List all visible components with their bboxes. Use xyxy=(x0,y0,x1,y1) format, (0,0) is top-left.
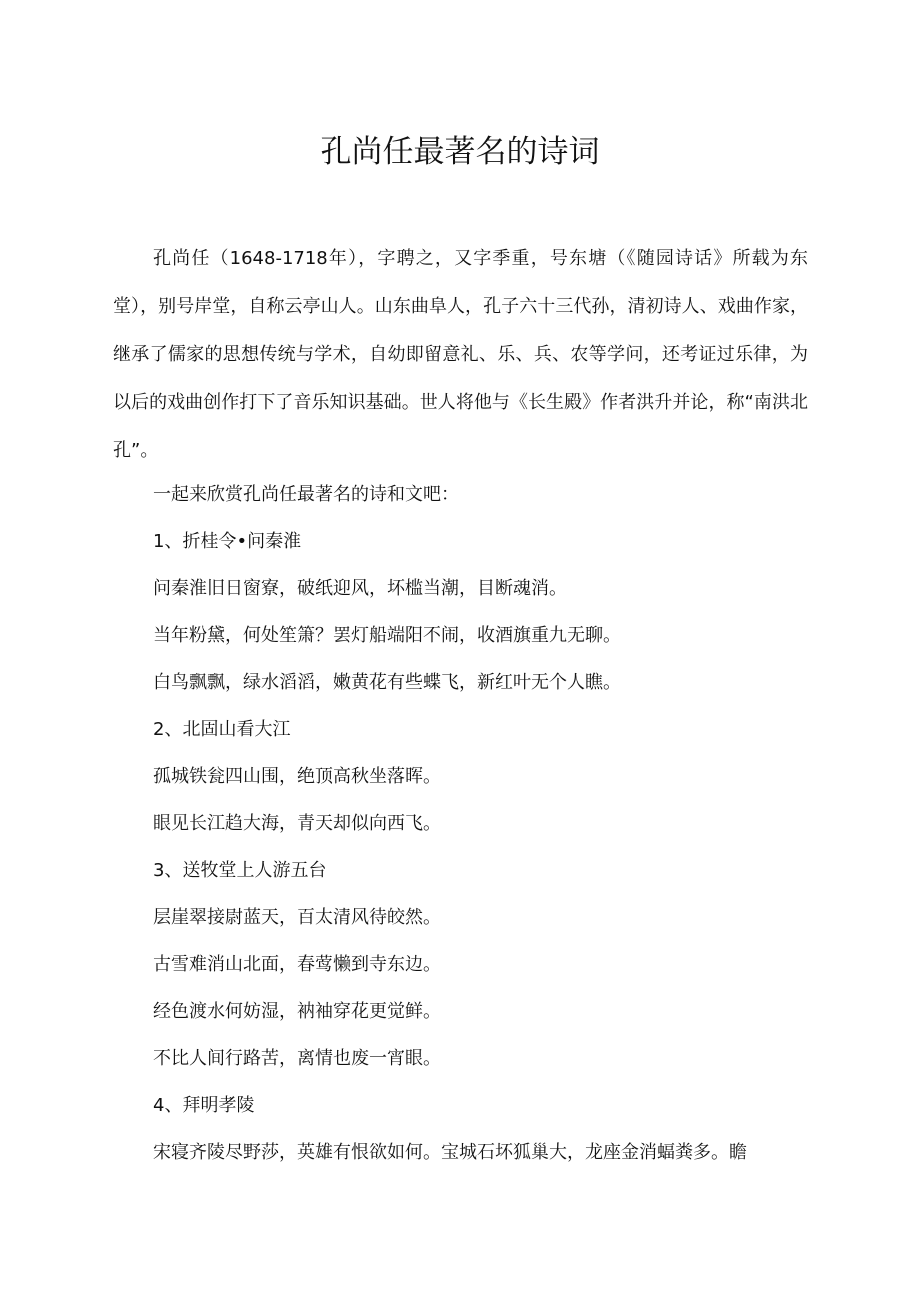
poem-line: 问秦淮旧日窗寮，破纸迎风，坏槛当潮，目断魂消。 xyxy=(153,578,567,599)
poem-line: 当年粉黛，何处笙箫？罢灯船端阳不闹，收酒旗重九无聊。 xyxy=(153,625,621,646)
poem-line: 古雪难消山北面，春莺懒到寺东边。 xyxy=(153,954,441,975)
poem-line: 不比人间行路苦，离情也废一宵眼。 xyxy=(153,1048,441,1069)
poem-heading: 4、拜明孝陵 xyxy=(153,1095,255,1116)
poem-line: 孤城铁瓮四山围，绝顶高秋坐落晖。 xyxy=(153,766,441,787)
document-title: 孔尚任最著名的诗词 xyxy=(320,134,600,170)
intro-paragraph: 孔尚任（1648-1718年），字聘之，又字季重，号东塘（《随园诗话》所载为东堂），别号岸堂，自称云亭山人。山东曲阜人，孔子六十三代孙，清初诗人、戏曲作家，继承了儒家的思想传统与学术，自幼即留意礼、乐、兵、农等学问，还考证过乐律，为以后的戏曲创作打下了音乐知识基础。世人将他与《长生殿》作者洪升并论，称“南洪北孔”。 xyxy=(113,248,808,461)
lead-sentence: 一起来欣赏孔尚任最著名的诗和文吧： xyxy=(153,484,459,505)
poem-heading: 2、北固山看大江 xyxy=(153,719,291,740)
poem-line: 白鸟飘飘，绿水滔滔，嫩黄花有些蝶飞，新红叶无个人瞧。 xyxy=(153,672,621,693)
poem-heading: 3、送牧堂上人游五台 xyxy=(153,860,327,881)
poem-line: 眼见长江趋大海，青天却似向西飞。 xyxy=(153,813,441,834)
poem-line: 经色渡水何妨湿，衲袖穿花更觉鲜。 xyxy=(153,1001,441,1022)
poem-line: 层崖翠接尉蓝天，百太清风待皎然。 xyxy=(153,907,441,928)
poem-line: 宋寝齐陵尽野莎，英雄有恨欲如何。宝城石坏狐巢大，龙座金消蝠粪多。瞻 xyxy=(153,1142,747,1163)
poem-list xyxy=(153,471,819,1176)
poem-heading: 1、折桂令•问秦淮 xyxy=(153,531,302,552)
